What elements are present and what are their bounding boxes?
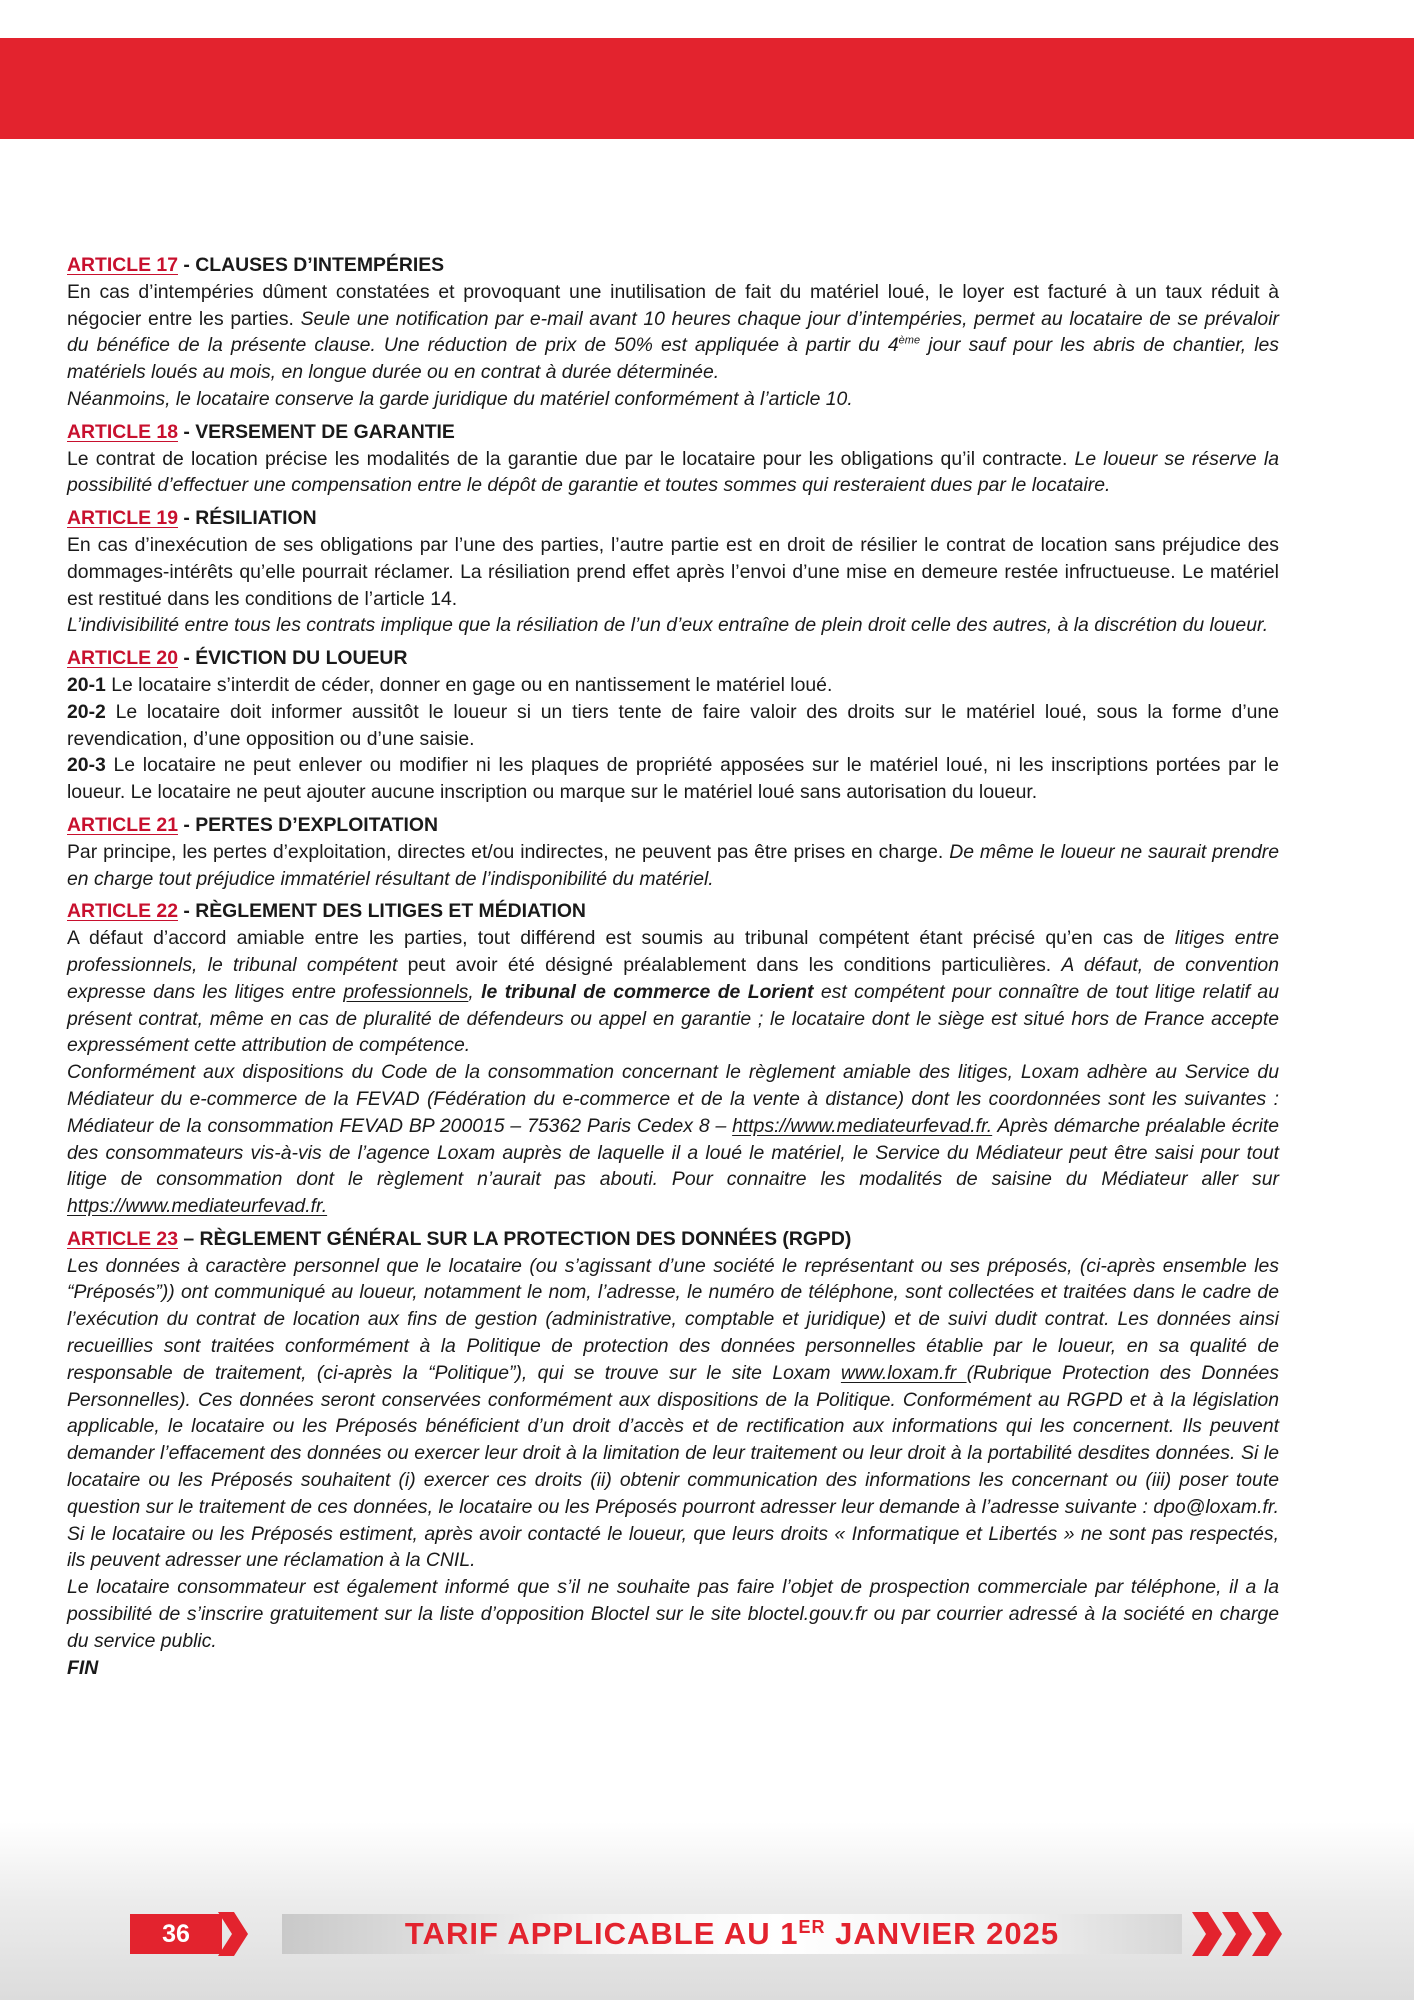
footer-title bbox=[282, 1914, 1182, 1954]
text: A défaut d’accord amiable entre les parties, tout différend est soumis au tribunal compétent étant précisé qu’en cas de bbox=[67, 927, 1176, 950]
text: Par principe, les pertes d’exploitation, directes et/ou indirectes, ne peuvent pas être prises en charge. bbox=[67, 840, 950, 863]
article-heading bbox=[67, 252, 1279, 279]
article-title: - RÈGLEMENT DES LITIGES ET MÉDIATION bbox=[177, 900, 586, 923]
paragraph: Le locataire consommateur est également informé que s’il ne souhaite pas faire l’objet de prospection commerciale par téléphone, il a la possibilité de s’inscrire gratuitement sur la liste d’opposition Bloctel sur le site bloctel.gouv.fr ou par courrier adressé à la société en charge du service public. bbox=[67, 1576, 1279, 1652]
triple-chevron-icon bbox=[1192, 1912, 1284, 1956]
paragraph: L’indivisibilité entre tous les contrats implique que la résiliation de l’un d’eux entraîne de plein droit celle des autres, à la discrétion du loueur. bbox=[67, 614, 1269, 637]
terms-body bbox=[67, 252, 1279, 1681]
article-title: - VERSEMENT DE GARANTIE bbox=[177, 420, 455, 443]
underlined-text: professionnels bbox=[343, 980, 469, 1003]
paragraph: Néanmoins, le locataire conserve la garde juridique du matériel conformément à l’article 10. bbox=[67, 387, 853, 410]
article-heading bbox=[67, 1226, 1279, 1253]
clause-number: 20-2 bbox=[67, 700, 106, 723]
text-italic: A défaut, de convention expresse dans les litiges entre bbox=[67, 953, 1279, 1003]
text: En cas d’intempéries dûment constatées et provoquant une inutilisation de fait du matériel loué, le loyer est facturé à un taux réduit à négocier entre les parties. bbox=[67, 280, 1279, 330]
article-number: ARTICLE 17 bbox=[67, 254, 178, 276]
footer bbox=[0, 1822, 1414, 2000]
text-italic: Le loueur se réserve la possibilité d’effectuer une compensation entre le dépôt de garantie et toutes sommes qui resteraient dues par le locataire. bbox=[67, 447, 1279, 497]
clause-number: 20-3 bbox=[67, 754, 106, 777]
article-heading bbox=[67, 419, 1279, 446]
mediateur-link[interactable]: https://www.mediateurfevad.fr. bbox=[732, 1114, 993, 1137]
paragraph bbox=[67, 1253, 1279, 1575]
article-number: ARTICLE 19 bbox=[67, 507, 178, 530]
article-22 bbox=[67, 898, 1279, 1220]
article-title: - PERTES D’EXPLOITATION bbox=[177, 813, 438, 836]
article-19 bbox=[67, 505, 1279, 639]
double-chevron-icon bbox=[216, 1912, 250, 1956]
clause-number: 20-1 bbox=[67, 673, 106, 696]
article-heading bbox=[67, 645, 1279, 672]
article-17 bbox=[67, 252, 1279, 413]
article-title: - RÉSILIATION bbox=[177, 507, 317, 530]
text-bold: le tribunal de commerce de Lorient bbox=[481, 980, 814, 1003]
article-number: ARTICLE 23 bbox=[67, 1227, 178, 1250]
article-number: ARTICLE 22 bbox=[67, 900, 178, 923]
text: Le locataire ne peut enlever ou modifier ni les plaques de propriété apposées sur le matériel loué, ni les inscriptions portées par le loueur. Le locataire ne peut ajouter aucune inscription ou marque sur le matériel loué sans autorisation du loueur. bbox=[67, 754, 1279, 804]
mediateur-link[interactable]: https://www.mediateurfevad.fr. bbox=[67, 1195, 328, 1218]
paragraph: En cas d’inexécution de ses obligations par l’une des parties, l’autre partie est en droit de résilier le contrat de location sans préjudice des dommages-intérêts qu’elle pourrait réclamer. La résiliation prend effet après l’envoi d’une mise en demeure restée infructueuse. Le matériel est restitué dans les conditions de l’article 14. bbox=[67, 533, 1279, 610]
article-18 bbox=[67, 419, 1279, 499]
article-title: – RÈGLEMENT GÉNÉRAL SUR LA PROTECTION DES DONNÉES (RGPD) bbox=[177, 1227, 852, 1250]
paragraph bbox=[67, 446, 1279, 500]
text: peut avoir été désigné préalablement dans les conditions particulières. bbox=[397, 953, 1062, 976]
top-red-band bbox=[0, 38, 1414, 139]
text: Le locataire s’interdit de céder, donner en gage ou en nantissement le matériel loué. bbox=[105, 673, 833, 696]
footer-title-text: TARIF APPLICABLE AU 1 bbox=[404, 1916, 799, 1951]
end-marker: FIN bbox=[67, 1656, 99, 1679]
clause-20-3 bbox=[67, 752, 1279, 806]
article-23 bbox=[67, 1226, 1279, 1682]
text-italic: litiges entre professionnels, le tribunal compétent bbox=[67, 927, 1279, 976]
article-heading bbox=[67, 812, 1279, 839]
article-20 bbox=[67, 645, 1279, 806]
article-21 bbox=[67, 812, 1279, 892]
clause-20-1 bbox=[67, 672, 1279, 699]
article-number: ARTICLE 21 bbox=[67, 813, 178, 836]
footer-title-superscript: ER bbox=[798, 1917, 826, 1937]
text-italic: Après démarche préalable écrite des consommateurs vis-à-vis de l’agence Loxam auprès de laquelle il a loué le matériel, le Service du Médiateur peut être saisi pour tout litige de consommation dont le règlement n’aurait pas abouti. Pour connaitre les modalités de saisine du Médiateur aller sur bbox=[67, 1114, 1280, 1191]
text-italic: (Rubrique Protection des Données Personnelles). Ces données seront conservées conformément aux dispositions de la Politique. Conformément au RGPD et à la législation applicable, le locataire ou les Préposés bénéficient d’un droit d’accès et de rectification aux informations qui les concernent. Ils peuvent demander l’effacement des données ou exercer leur droit à la limitation de leur traitement ou leur droit à la portabilité desdites données. Si le locataire ou les Préposés souhaitent (i) exercer ces droits (ii) obtenir communication des informations les concernant ou (iii) poser toute question sur le traitement de ces données, le locataire ou les Préposés pourront adresser leur demande à l’adresse suivante : dpo@loxam.fr. Si le locataire ou les Préposés estiment, après avoir contacté le loueur, que leurs droits « Informatique et Libertés » ne sont pas respectés, ils peuvent adresser une réclamation à la CNIL. bbox=[67, 1361, 1279, 1572]
paragraph bbox=[67, 839, 1279, 893]
superscript: ème bbox=[898, 334, 921, 347]
article-number: ARTICLE 18 bbox=[67, 420, 178, 443]
text-italic: Les données à caractère personnel que le locataire (ou s’agissant d’une société le représentant ou ses préposés, (ci-après ensemble les “Préposés”)) ont communiqué au loueur, notamment le nom, l’adresse, le numéro de téléphone, sont collectées et traitées dans le cadre de l’exécution du contrat de location aux fins de gestion (administrative, comptable et juridique) et de suivi dudit contrat. Les données ainsi recueillies sont traitées conformément à la Politique de protection des données personnelles établie par le loueur, en sa qualité de responsable de traitement, (ci-après la “Politique”), qui se trouve sur le site Loxam bbox=[67, 1254, 1279, 1384]
paragraph bbox=[67, 925, 1279, 1059]
article-number: ARTICLE 20 bbox=[67, 647, 178, 670]
text-italic: Conformément aux dispositions du Code de la consommation concernant le règlement amiable des litiges, Loxam adhère au Service du Médiateur du e-commerce de la FEVAD (Fédération du e-commerce et de la vente à distance) dont les coordonnées sont les suivantes : Médiateur de la consommation FEVAD BP 200015 – 75362 Paris Cedex 8 – bbox=[67, 1061, 1279, 1137]
text-italic: , bbox=[468, 980, 482, 1003]
text: Le locataire doit informer aussitôt le loueur si un tiers tente de faire valoir des droits sur le matériel loué, sous la forme d’une revendication, d’une opposition ou d’une saisie. bbox=[67, 700, 1279, 750]
paragraph bbox=[67, 1059, 1279, 1220]
article-heading bbox=[67, 898, 1279, 925]
loxam-link[interactable]: www.loxam.fr bbox=[840, 1361, 967, 1384]
clause-20-2 bbox=[67, 699, 1279, 753]
text-italic: est compétent pour connaître de tout litige relatif au présent contrat, même en cas de pluralité de défendeurs ou appel en garantie ; le locataire dont le siège est situé hors de France accepte expressément cette attribution de compétence. bbox=[67, 980, 1279, 1057]
text-italic: jour sauf pour les abris de chantier, les matériels loués au mois, en longue durée ou en contrat à durée déterminée. bbox=[67, 334, 1280, 384]
footer-title-text: JANVIER 2025 bbox=[825, 1916, 1060, 1951]
text-italic: De même le loueur ne saurait prendre en charge tout préjudice immatériel résultant de l’indisponibilité du matériel. bbox=[67, 840, 1279, 890]
paragraph bbox=[67, 279, 1279, 386]
text: Le contrat de location précise les modalités de la garantie due par le locataire pour les obligations qu’il contracte. bbox=[67, 447, 1075, 470]
page-number: 36 bbox=[130, 1914, 222, 1954]
article-title: - ÉVICTION DU LOUEUR bbox=[177, 647, 408, 670]
text-italic: Seule une notification par e-mail avant 10 heures chaque jour d’intempéries, permet au locataire de se prévaloir du bénéfice de la présente clause. Une réduction de prix de 50% est appliquée à partir du 4 bbox=[67, 307, 1279, 357]
article-heading bbox=[67, 505, 1279, 532]
article-title: - CLAUSES D’INTEMPÉRIES bbox=[177, 254, 445, 276]
